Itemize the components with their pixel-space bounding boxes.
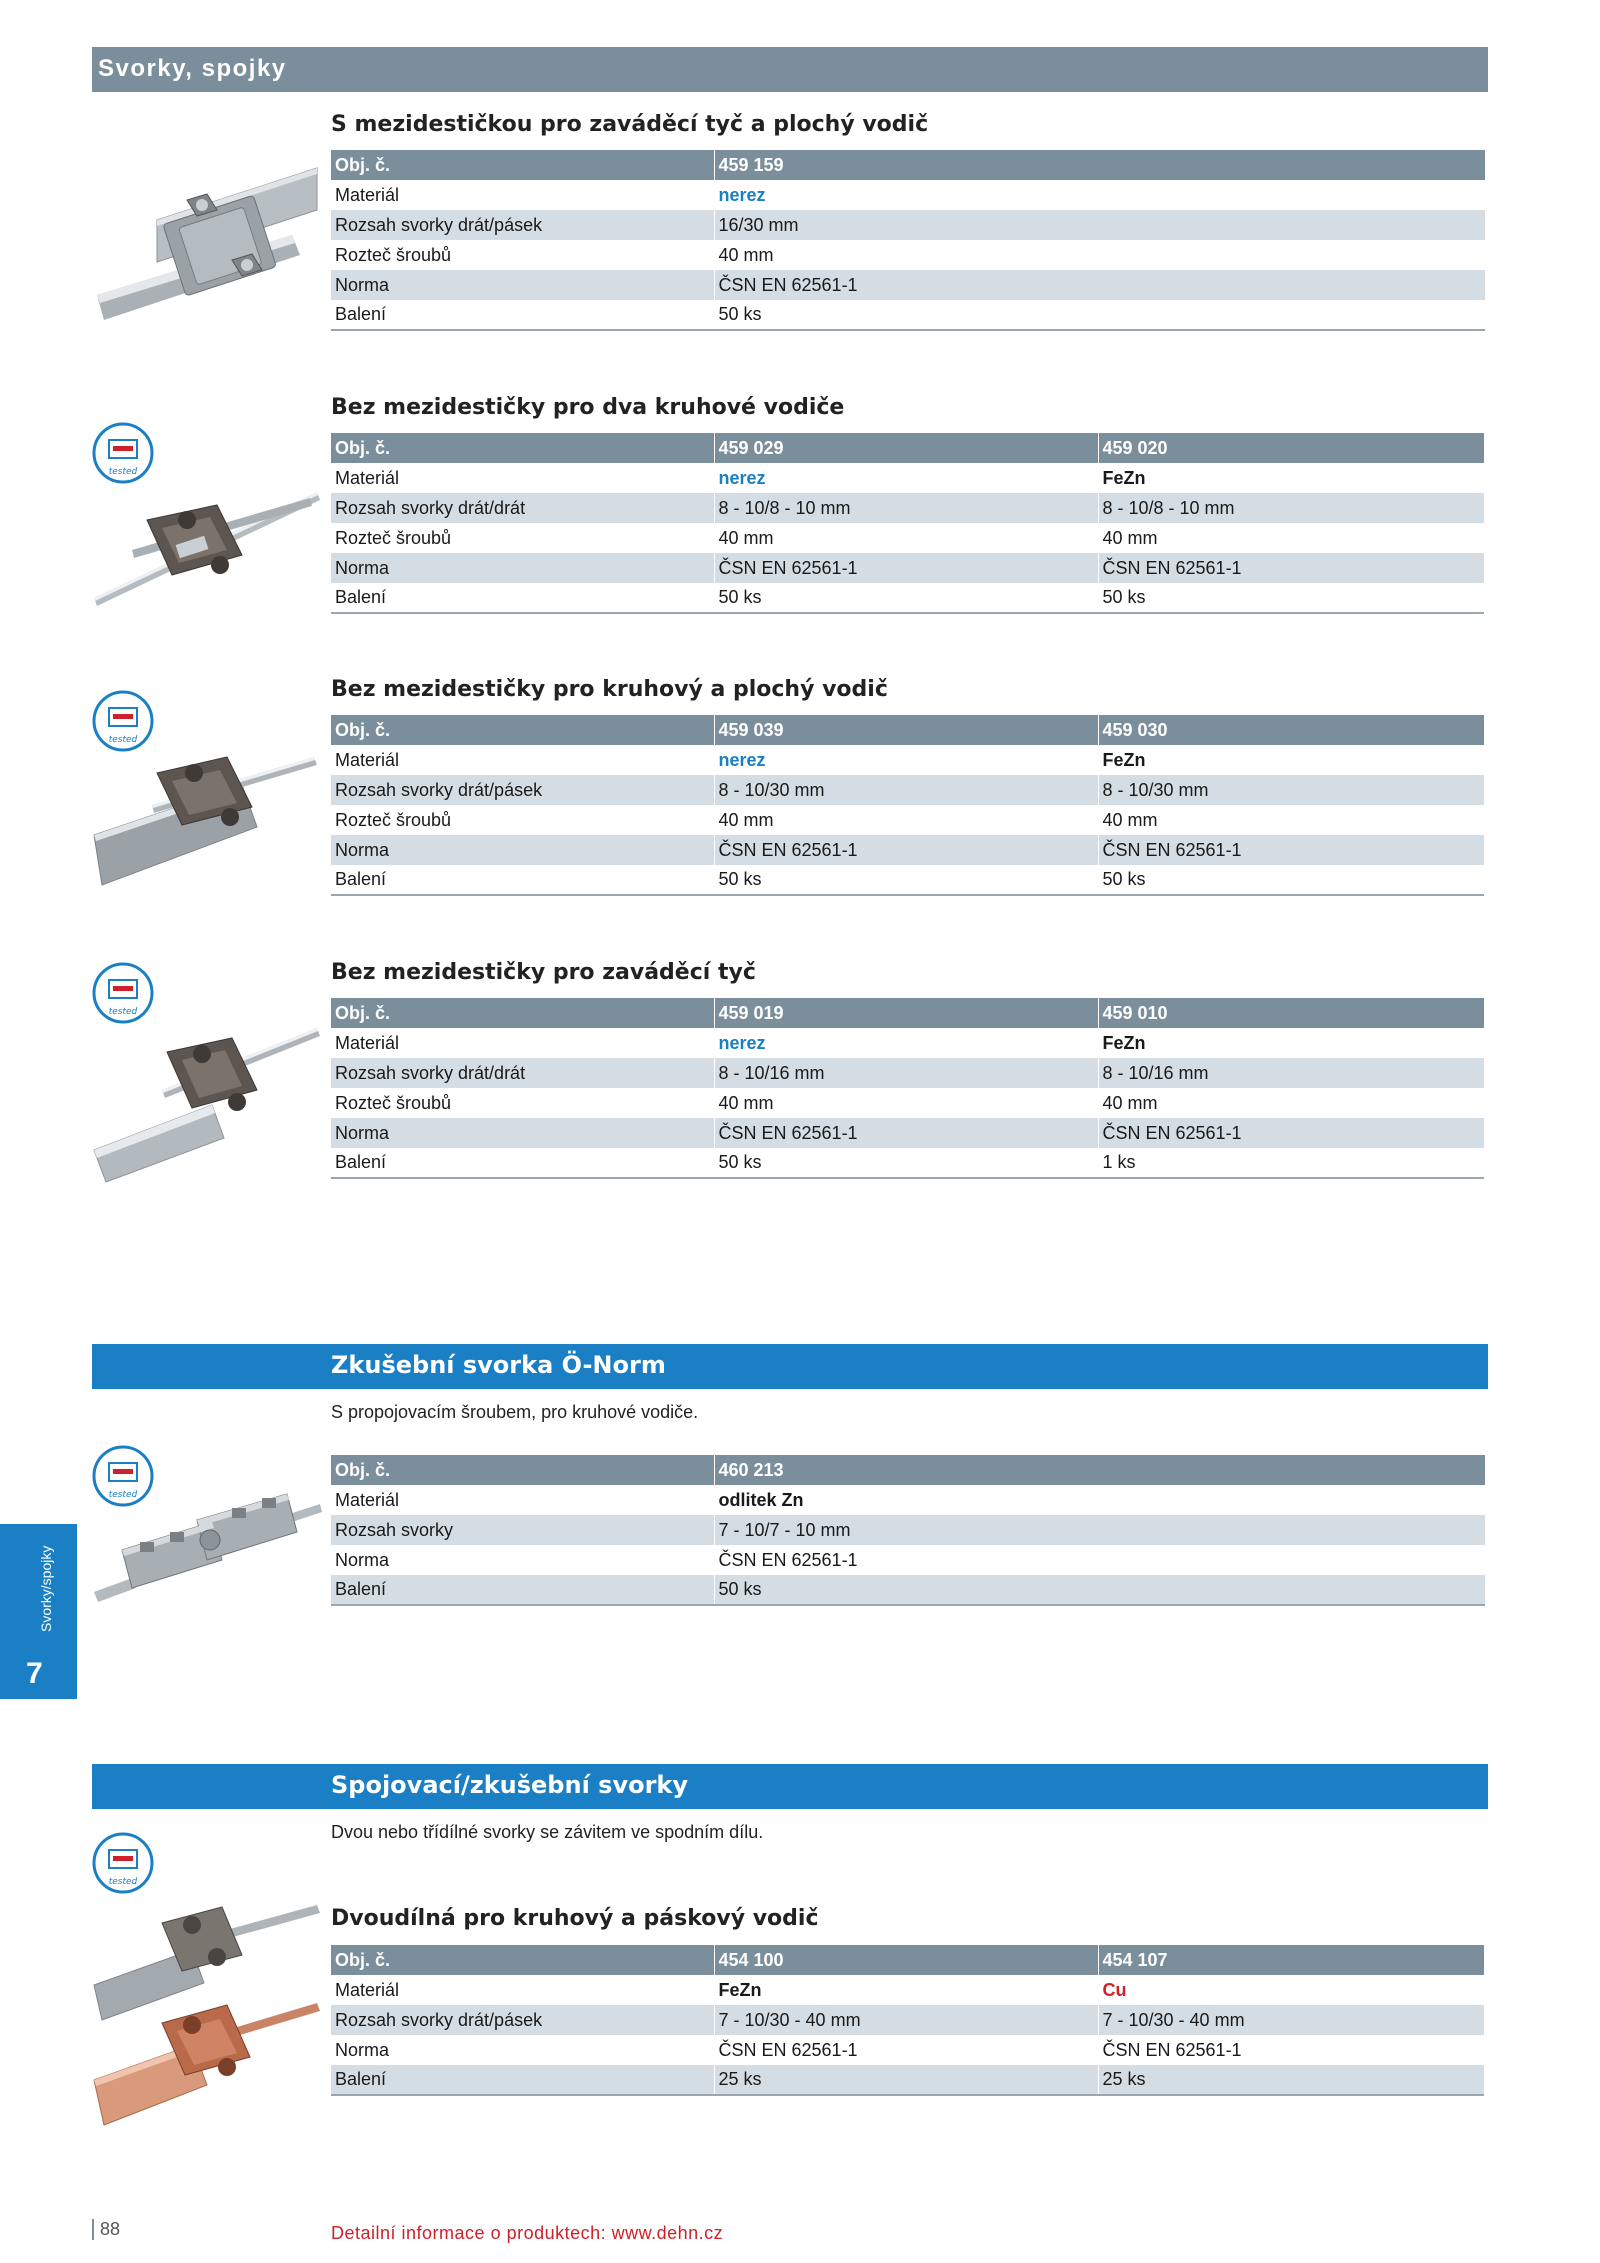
clamp-rod-image <box>92 1010 322 1185</box>
table-row: Balení 50 ks <box>331 1575 1485 1605</box>
table-row: Norma ČSN EN 62561-1 <box>331 270 1485 300</box>
clamp-rod-flat-image <box>92 160 322 330</box>
table-row: Rozsah svorky drát/drát 8 - 10/8 - 10 mm 8 - 10/8 - 10 mm <box>331 493 1484 523</box>
table-row: Materiál odlitek Zn <box>331 1485 1485 1515</box>
table-row: Obj. č. 460 213 <box>331 1455 1485 1485</box>
chapter-tab-number: 7 <box>26 1657 43 1690</box>
table-row: Norma ČSN EN 62561-1 ČSN EN 62561-1 <box>331 2035 1484 2065</box>
section-bar-title: Spojovací/zkušební svorky <box>331 1771 689 1799</box>
spec-table-459039 <box>331 715 1484 896</box>
table-row: Balení 50 ks 1 ks <box>331 1148 1484 1178</box>
spec-table-459159 <box>331 150 1485 331</box>
clamp-two-round-image <box>92 480 322 615</box>
table-row: Obj. č. 459 029 459 020 <box>331 433 1484 463</box>
table-row: Norma ČSN EN 62561-1 ČSN EN 62561-1 <box>331 835 1484 865</box>
table-row: Rozsah svorky drát/pásek 8 - 10/30 mm 8 - 10/30 mm <box>331 775 1484 805</box>
section-title-3: Bez mezidestičky pro kruhový a plochý vodič <box>331 677 888 702</box>
badge-text: tested <box>108 735 138 745</box>
table-row: Rozsah svorky drát/drát 8 - 10/16 mm 8 - 10/16 mm <box>331 1058 1484 1088</box>
table-row: Materiál FeZn Cu <box>331 1975 1484 2005</box>
badge-text: tested <box>108 1490 138 1500</box>
tested-badge-icon <box>92 1832 154 1894</box>
table-row: Rozteč šroubů 40 mm 40 mm <box>331 523 1484 553</box>
page-number: 88 <box>92 2219 120 2240</box>
table-row: Rozteč šroubů 40 mm 40 mm <box>331 1088 1484 1118</box>
spec-table-460213 <box>331 1455 1485 1606</box>
table-row: Materiál nerez <box>331 180 1485 210</box>
table-row: Norma ČSN EN 62561-1 ČSN EN 62561-1 <box>331 553 1484 583</box>
section-header-bar <box>92 47 1488 92</box>
page-header-title: Svorky, spojky <box>98 55 287 82</box>
table-row: Balení 25 ks 25 ks <box>331 2065 1484 2095</box>
spec-table-454100 <box>331 1945 1484 2096</box>
two-part-clamp-image <box>92 1895 322 2140</box>
table-row: Rozsah svorky 7 - 10/7 - 10 mm <box>331 1515 1485 1545</box>
section-description: S propojovacím šroubem, pro kruhové vodiče. <box>331 1402 699 1422</box>
table-row: Balení 50 ks 50 ks <box>331 865 1484 895</box>
tested-badge-icon <box>92 690 154 752</box>
table-row: Obj. č. 459 159 <box>331 150 1485 180</box>
table-row: Balení 50 ks <box>331 300 1485 330</box>
chapter-side-tab[interactable] <box>0 1524 77 1699</box>
table-row: Rozteč šroubů 40 mm <box>331 240 1485 270</box>
clamp-round-flat-image <box>92 745 322 890</box>
section-bar-title: Zkušební svorka Ö-Norm <box>331 1351 666 1379</box>
table-row: Obj. č. 459 039 459 030 <box>331 715 1484 745</box>
spec-table-459029 <box>331 433 1484 614</box>
footer-link-text[interactable]: Detailní informace o produktech: www.dehn.cz <box>331 2223 724 2243</box>
section-title-4: Bez mezidestičky pro zaváděcí tyč <box>331 960 756 985</box>
badge-text: tested <box>108 467 138 477</box>
section-title-6: Dvoudílná pro kruhový a páskový vodič <box>331 1906 819 1931</box>
tested-badge-icon <box>92 422 154 484</box>
table-row: Materiál nerez FeZn <box>331 1028 1484 1058</box>
spec-table-459019 <box>331 998 1484 1179</box>
table-row: Rozsah svorky drát/pásek 16/30 mm <box>331 210 1485 240</box>
badge-text: tested <box>108 1007 138 1017</box>
chapter-tab-label: Svorky/spojky <box>38 1545 54 1632</box>
table-row: Materiál nerez FeZn <box>331 745 1484 775</box>
table-row: Materiál nerez FeZn <box>331 463 1484 493</box>
section-title-2: Bez mezidestičky pro dva kruhové vodiče <box>331 395 845 420</box>
table-row: Rozsah svorky drát/pásek 7 - 10/30 - 40 mm 7 - 10/30 - 40 mm <box>331 2005 1484 2035</box>
table-row: Norma ČSN EN 62561-1 ČSN EN 62561-1 <box>331 1118 1484 1148</box>
table-row: Obj. č. 459 019 459 010 <box>331 998 1484 1028</box>
section-bar-connecting-clamps <box>92 1764 1488 1809</box>
table-row: Norma ČSN EN 62561-1 <box>331 1545 1485 1575</box>
section-bar-test-clamp <box>92 1344 1488 1389</box>
section-title-1: S mezidestičkou pro zaváděcí tyč a plochý vodič <box>331 112 929 137</box>
table-row: Balení 50 ks 50 ks <box>331 583 1484 613</box>
test-clamp-image <box>92 1480 322 1610</box>
table-row: Obj. č. 454 100 454 107 <box>331 1945 1484 1975</box>
section-description: Dvou nebo třídílné svorky se závitem ve spodním dílu. <box>331 1822 764 1842</box>
badge-text: tested <box>108 1877 138 1887</box>
table-row: Rozteč šroubů 40 mm 40 mm <box>331 805 1484 835</box>
